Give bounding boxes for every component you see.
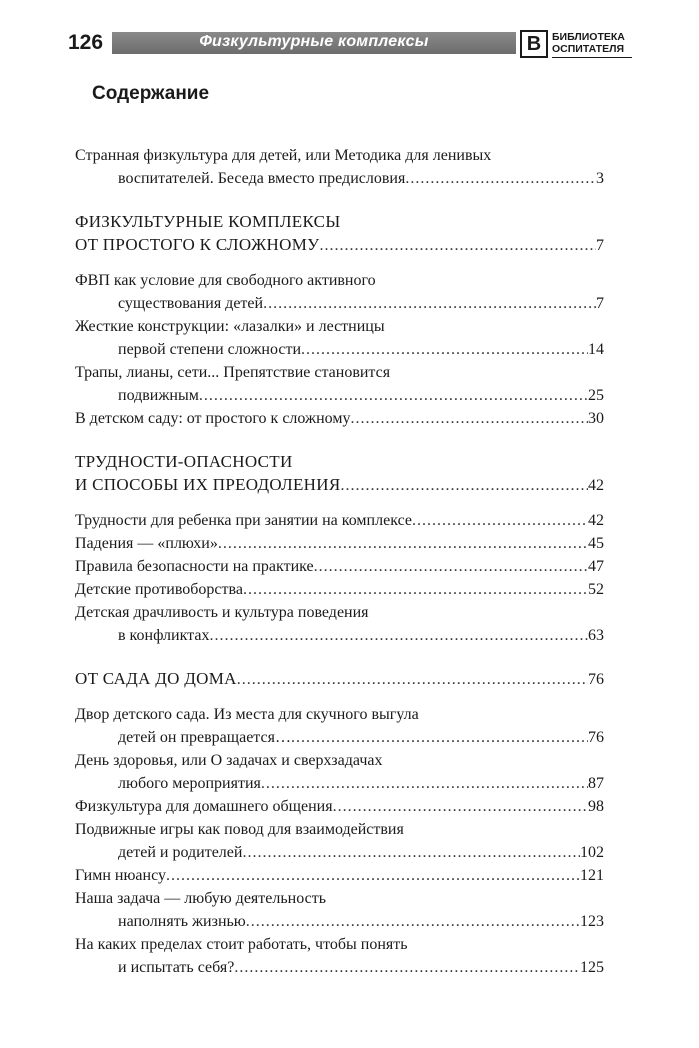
toc-entry — [75, 795, 604, 818]
running-header — [68, 28, 632, 62]
toc-entry-line: детей он превращается… — [118, 729, 291, 746]
page-number: 126 — [68, 31, 104, 54]
toc-entry-last-line — [75, 338, 604, 361]
series-logo-rule — [552, 57, 632, 58]
series-logo-line2: ОСПИТАТЕЛЯ — [552, 43, 624, 55]
toc-page-number: 123 — [580, 913, 604, 930]
toc-page-number: 42 — [588, 512, 604, 529]
toc-entry-last-line — [75, 624, 604, 647]
toc-entry-last-line — [75, 407, 604, 430]
toc-leader-dots — [263, 292, 596, 315]
toc-page-number: 47 — [588, 558, 604, 575]
toc-entry-line: В детском саду: от простого к сложному — [75, 410, 351, 427]
toc-entry — [75, 532, 604, 555]
toc-page-number: 30 — [588, 410, 604, 427]
toc-entry-line: наполнять жизнью — [118, 913, 246, 930]
toc-leader-dots — [340, 474, 588, 497]
toc-page-number: 98 — [588, 798, 604, 815]
series-logo-text — [552, 31, 625, 55]
toc-leader-dots — [237, 668, 588, 691]
toc-entry — [75, 864, 604, 887]
toc-page-number: 45 — [588, 535, 604, 552]
toc-entry — [75, 933, 604, 979]
toc-page-number: 3 — [596, 170, 604, 187]
toc-page-number: 7 — [596, 237, 604, 254]
toc-entry-last-line — [75, 532, 604, 555]
toc-entry-line: Двор детского сада. Из места для скучного выгула — [75, 706, 419, 723]
toc-entry-line: ОТ САДА ДО ДОМА — [75, 669, 237, 688]
toc-leader-dots — [333, 795, 588, 818]
toc-entry-last-line — [75, 795, 604, 818]
toc-leader-dots — [199, 384, 588, 407]
toc-entry — [75, 578, 604, 601]
toc-entry-last-line — [75, 555, 604, 578]
toc-section-entry — [75, 450, 604, 497]
toc-entry-line: На каких пределах стоит работать, чтобы понять — [75, 936, 408, 953]
toc-leader-dots — [234, 956, 580, 979]
toc-leader-dots — [314, 555, 588, 578]
toc-entry-line: Падения — «плюхи» — [75, 535, 218, 552]
toc-entry-line: Трапы, лианы, сети... Препятствие становится — [75, 364, 391, 381]
toc-page-number: 76 — [588, 729, 604, 746]
toc-page-number: 63 — [588, 627, 604, 644]
toc-entry — [75, 144, 604, 190]
toc-page-number: 42 — [588, 477, 604, 494]
toc-entry-last-line — [75, 864, 604, 887]
toc-entry-line: День здоровья, или О задачах и сверхзадачах — [75, 752, 383, 769]
toc-leader-dots — [166, 864, 580, 887]
toc-entry-line: ФИЗКУЛЬТУРНЫЕ КОМПЛЕКСЫ — [75, 212, 341, 231]
toc-section-entry — [75, 667, 604, 691]
toc-entry-last-line — [75, 910, 604, 933]
toc-entry — [75, 749, 604, 795]
toc-entry-line: любого мероприятия — [118, 775, 261, 792]
toc-page-number: 52 — [588, 581, 604, 598]
toc-entry-line: Физкультура для домашнего общения — [75, 798, 333, 815]
toc-heading: Содержание — [92, 83, 210, 104]
toc-entry — [75, 703, 604, 749]
toc-entry-line: воспитателей. Беседа вместо предисловия — [118, 170, 406, 187]
running-title: Физкультурные комплексы — [199, 33, 429, 50]
toc-entry-last-line — [75, 292, 604, 315]
toc-entry-last-line — [75, 384, 604, 407]
toc-entry — [75, 315, 604, 361]
toc-page-number: 125 — [580, 959, 604, 976]
toc-page-number: 76 — [588, 671, 604, 688]
toc-entry-line: и испытать себя? — [118, 959, 235, 976]
toc-entry-last-line — [75, 667, 604, 691]
toc-entry-last-line — [75, 578, 604, 601]
toc-entry — [75, 887, 604, 933]
toc-page-number: 121 — [580, 867, 604, 884]
toc-page-number: 25 — [588, 387, 604, 404]
series-logo-letter: В — [520, 30, 548, 58]
toc-page-number: 102 — [580, 844, 604, 861]
toc-entry-line: Наша задача — любую деятельность — [75, 890, 326, 907]
toc-entry-line: существования детей — [118, 295, 264, 312]
toc-entry-line: ОТ ПРОСТОГО К СЛОЖНОМУ — [75, 235, 320, 254]
toc-entry-last-line — [75, 233, 604, 257]
toc-leader-dots — [242, 841, 580, 864]
toc-leader-dots — [218, 532, 588, 555]
toc-entry-line: подвижным — [118, 387, 199, 404]
toc-entry-line: в конфликтах — [118, 627, 210, 644]
toc-leader-dots — [291, 726, 588, 749]
toc-entry-last-line — [75, 956, 604, 979]
toc-page-number: 14 — [588, 341, 604, 358]
toc-entry-line: Детская драчливость и культура поведения — [75, 604, 369, 621]
toc-entry-last-line — [75, 473, 604, 497]
toc-entry-line: Подвижные игры как повод для взаимодействия — [75, 821, 404, 838]
toc-entry-line: ФВП как условие для свободного активного — [75, 272, 376, 289]
toc-entry-line: Детские противоборства — [75, 581, 243, 598]
toc-leader-dots — [350, 407, 588, 430]
toc-entry — [75, 601, 604, 647]
toc-entry — [75, 269, 604, 315]
toc-entry — [75, 818, 604, 864]
toc-entry — [75, 555, 604, 578]
toc-leader-dots — [243, 578, 588, 601]
toc-entry — [75, 509, 604, 532]
toc-entry-line: Странная физкультура для детей, или Методика для ленивых — [75, 147, 492, 164]
toc-entry-line: ТРУДНОСТИ-ОПАСНОСТИ — [75, 452, 293, 471]
toc-entry-line: И СПОСОБЫ ИХ ПРЕОДОЛЕНИЯ — [75, 475, 341, 494]
toc-entry-last-line — [75, 841, 604, 864]
series-logo — [520, 30, 632, 58]
toc-entry-line: Гимн нюансу — [75, 867, 166, 884]
toc-page-number: 7 — [596, 295, 604, 312]
toc-leader-dots — [405, 167, 596, 190]
toc-entry-last-line — [75, 167, 604, 190]
toc-entry-line: Жесткие конструкции: «лазалки» и лестницы — [75, 318, 385, 335]
toc-entry-last-line — [75, 509, 604, 532]
toc-entry — [75, 361, 604, 407]
toc-section-entry — [75, 210, 604, 257]
series-logo-line1: БИБЛИОТЕКА — [552, 31, 625, 43]
toc-leader-dots — [319, 234, 596, 257]
toc-leader-dots — [412, 509, 588, 532]
table-of-contents — [75, 144, 604, 979]
toc-entry — [75, 407, 604, 430]
toc-page-number: 87 — [588, 775, 604, 792]
toc-entry-last-line — [75, 772, 604, 795]
toc-leader-dots — [209, 624, 588, 647]
running-title-band — [112, 32, 516, 54]
toc-leader-dots — [301, 338, 588, 361]
toc-entry-last-line — [75, 726, 604, 749]
toc-entry-line: первой степени сложности — [118, 341, 302, 358]
toc-entry-line: Правила безопасности на практике — [75, 558, 314, 575]
toc-leader-dots — [261, 772, 588, 795]
toc-leader-dots — [246, 910, 580, 933]
toc-entry-line: Трудности для ребенка при занятии на комплексе — [75, 512, 412, 529]
toc-entry-line: детей и родителей — [118, 844, 243, 861]
